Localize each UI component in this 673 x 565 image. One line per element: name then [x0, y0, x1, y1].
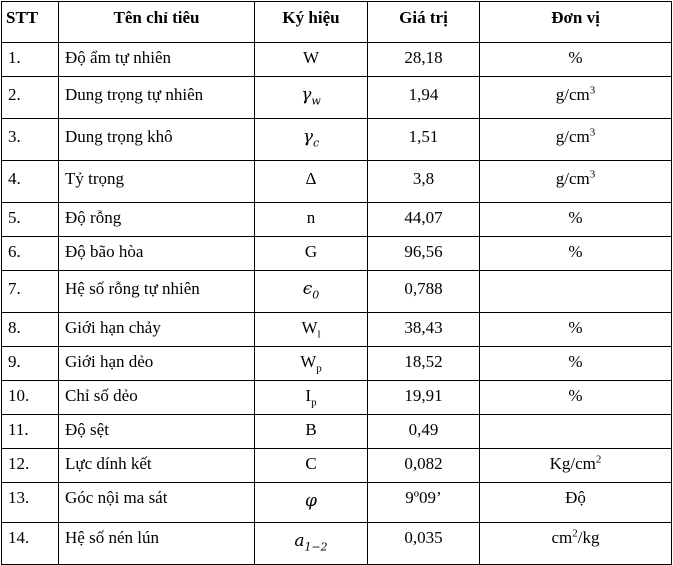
row-value: 1,51 — [368, 119, 480, 161]
unit-sup: 3 — [589, 126, 596, 139]
header-stt: STT — [2, 2, 59, 43]
header-symbol: Ký hiệu — [255, 2, 368, 43]
unit-sup: 2 — [572, 527, 578, 540]
row-unit — [480, 161, 672, 203]
row-value: 19,91 — [368, 381, 480, 415]
row-name: Độ sệt — [59, 415, 255, 449]
row-symbol — [255, 77, 368, 119]
symbol-sub: p — [316, 362, 322, 375]
symbol-sub: l — [317, 328, 321, 341]
row-unit — [480, 523, 672, 565]
table-row — [2, 43, 672, 77]
symbol-base: W — [301, 318, 318, 337]
row-symbol: B — [255, 415, 368, 449]
row-name: Chỉ số dẻo — [59, 381, 255, 415]
row-symbol: Δ — [255, 161, 368, 203]
table-row — [2, 203, 672, 237]
row-stt: 10. — [2, 381, 59, 415]
symbol-sub: p — [311, 396, 317, 409]
row-stt: 1. — [2, 43, 59, 77]
table-row — [2, 415, 672, 449]
row-unit — [480, 271, 672, 313]
symbol-base: φ — [305, 491, 317, 511]
table-row — [2, 237, 672, 271]
row-symbol — [255, 381, 368, 415]
row-name: Tỷ trọng — [59, 161, 255, 203]
row-unit: % — [480, 313, 672, 347]
row-symbol — [255, 271, 368, 313]
unit-base: g/cm — [555, 127, 590, 146]
row-name: Giới hạn dẻo — [59, 347, 255, 381]
row-stt: 2. — [2, 77, 59, 119]
row-unit: % — [480, 237, 672, 271]
unit-base: Kg/cm — [549, 454, 596, 473]
row-name: Hệ số rỗng tự nhiên — [59, 271, 255, 313]
row-unit — [480, 449, 672, 483]
header-value: Giá trị — [368, 2, 480, 43]
row-stt: 3. — [2, 119, 59, 161]
symbol-sub: 1−2 — [304, 540, 328, 554]
unit-sup: 3 — [589, 84, 596, 97]
symbol-sub: 0 — [312, 288, 320, 302]
table-row — [2, 449, 672, 483]
row-name: Dung trọng khô — [59, 119, 255, 161]
row-value: 9º09’ — [368, 483, 480, 523]
table-row — [2, 483, 672, 523]
row-name: Giới hạn chảy — [59, 313, 255, 347]
table-row — [2, 119, 672, 161]
symbol-base: I — [305, 386, 312, 405]
table-row — [2, 161, 672, 203]
row-value: 3,8 — [368, 161, 480, 203]
row-name: Hệ số nén lún — [59, 523, 255, 565]
unit-tail: /kg — [577, 528, 600, 547]
row-stt: 5. — [2, 203, 59, 237]
row-unit: % — [480, 381, 672, 415]
symbol-base: a — [294, 531, 305, 551]
row-symbol: n — [255, 203, 368, 237]
soil-properties-table — [1, 1, 672, 565]
table-row — [2, 381, 672, 415]
row-unit — [480, 415, 672, 449]
header-unit: Đơn vị — [480, 2, 672, 43]
row-value: 38,43 — [368, 313, 480, 347]
row-value: 0,788 — [368, 271, 480, 313]
symbol-sub: w — [311, 94, 321, 108]
row-value: 18,52 — [368, 347, 480, 381]
row-name: Lực dính kết — [59, 449, 255, 483]
row-stt: 9. — [2, 347, 59, 381]
row-unit: % — [480, 347, 672, 381]
unit-base: g/cm — [555, 169, 590, 188]
row-stt: 14. — [2, 523, 59, 565]
row-stt: 7. — [2, 271, 59, 313]
row-value: 0,035 — [368, 523, 480, 565]
row-unit: % — [480, 43, 672, 77]
symbol-base: γ — [302, 127, 313, 147]
table-row — [2, 271, 672, 313]
row-name: Góc nội ma sát — [59, 483, 255, 523]
row-name: Độ ẩm tự nhiên — [59, 43, 255, 77]
header-row — [2, 2, 672, 43]
row-unit — [480, 119, 672, 161]
row-symbol: W — [255, 43, 368, 77]
row-symbol — [255, 347, 368, 381]
row-stt: 13. — [2, 483, 59, 523]
row-unit — [480, 77, 672, 119]
row-symbol — [255, 313, 368, 347]
row-stt: 6. — [2, 237, 59, 271]
symbol-base: W — [300, 352, 317, 371]
symbol-base: γ — [301, 85, 312, 105]
row-stt: 8. — [2, 313, 59, 347]
row-stt: 12. — [2, 449, 59, 483]
row-name: Độ rỗng — [59, 203, 255, 237]
row-symbol: G — [255, 237, 368, 271]
row-value: 96,56 — [368, 237, 480, 271]
unit-base: cm — [551, 528, 573, 547]
row-stt: 11. — [2, 415, 59, 449]
row-name: Độ bão hòa — [59, 237, 255, 271]
row-unit: % — [480, 203, 672, 237]
row-name: Dung trọng tự nhiên — [59, 77, 255, 119]
row-stt: 4. — [2, 161, 59, 203]
symbol-base: ϵ — [302, 279, 313, 299]
table-row — [2, 77, 672, 119]
symbol-sub: c — [313, 136, 320, 150]
row-unit: Độ — [480, 483, 672, 523]
row-value: 0,082 — [368, 449, 480, 483]
unit-base: g/cm — [555, 85, 590, 104]
row-symbol — [255, 483, 368, 523]
table-row — [2, 313, 672, 347]
table-row — [2, 347, 672, 381]
table-row — [2, 523, 672, 565]
row-value: 44,07 — [368, 203, 480, 237]
row-symbol: C — [255, 449, 368, 483]
row-symbol — [255, 119, 368, 161]
unit-sup: 3 — [589, 168, 596, 181]
row-value: 28,18 — [368, 43, 480, 77]
row-value: 0,49 — [368, 415, 480, 449]
header-name: Tên chỉ tiêu — [59, 2, 255, 43]
row-symbol — [255, 523, 368, 565]
row-value: 1,94 — [368, 77, 480, 119]
unit-sup: 2 — [595, 453, 602, 466]
